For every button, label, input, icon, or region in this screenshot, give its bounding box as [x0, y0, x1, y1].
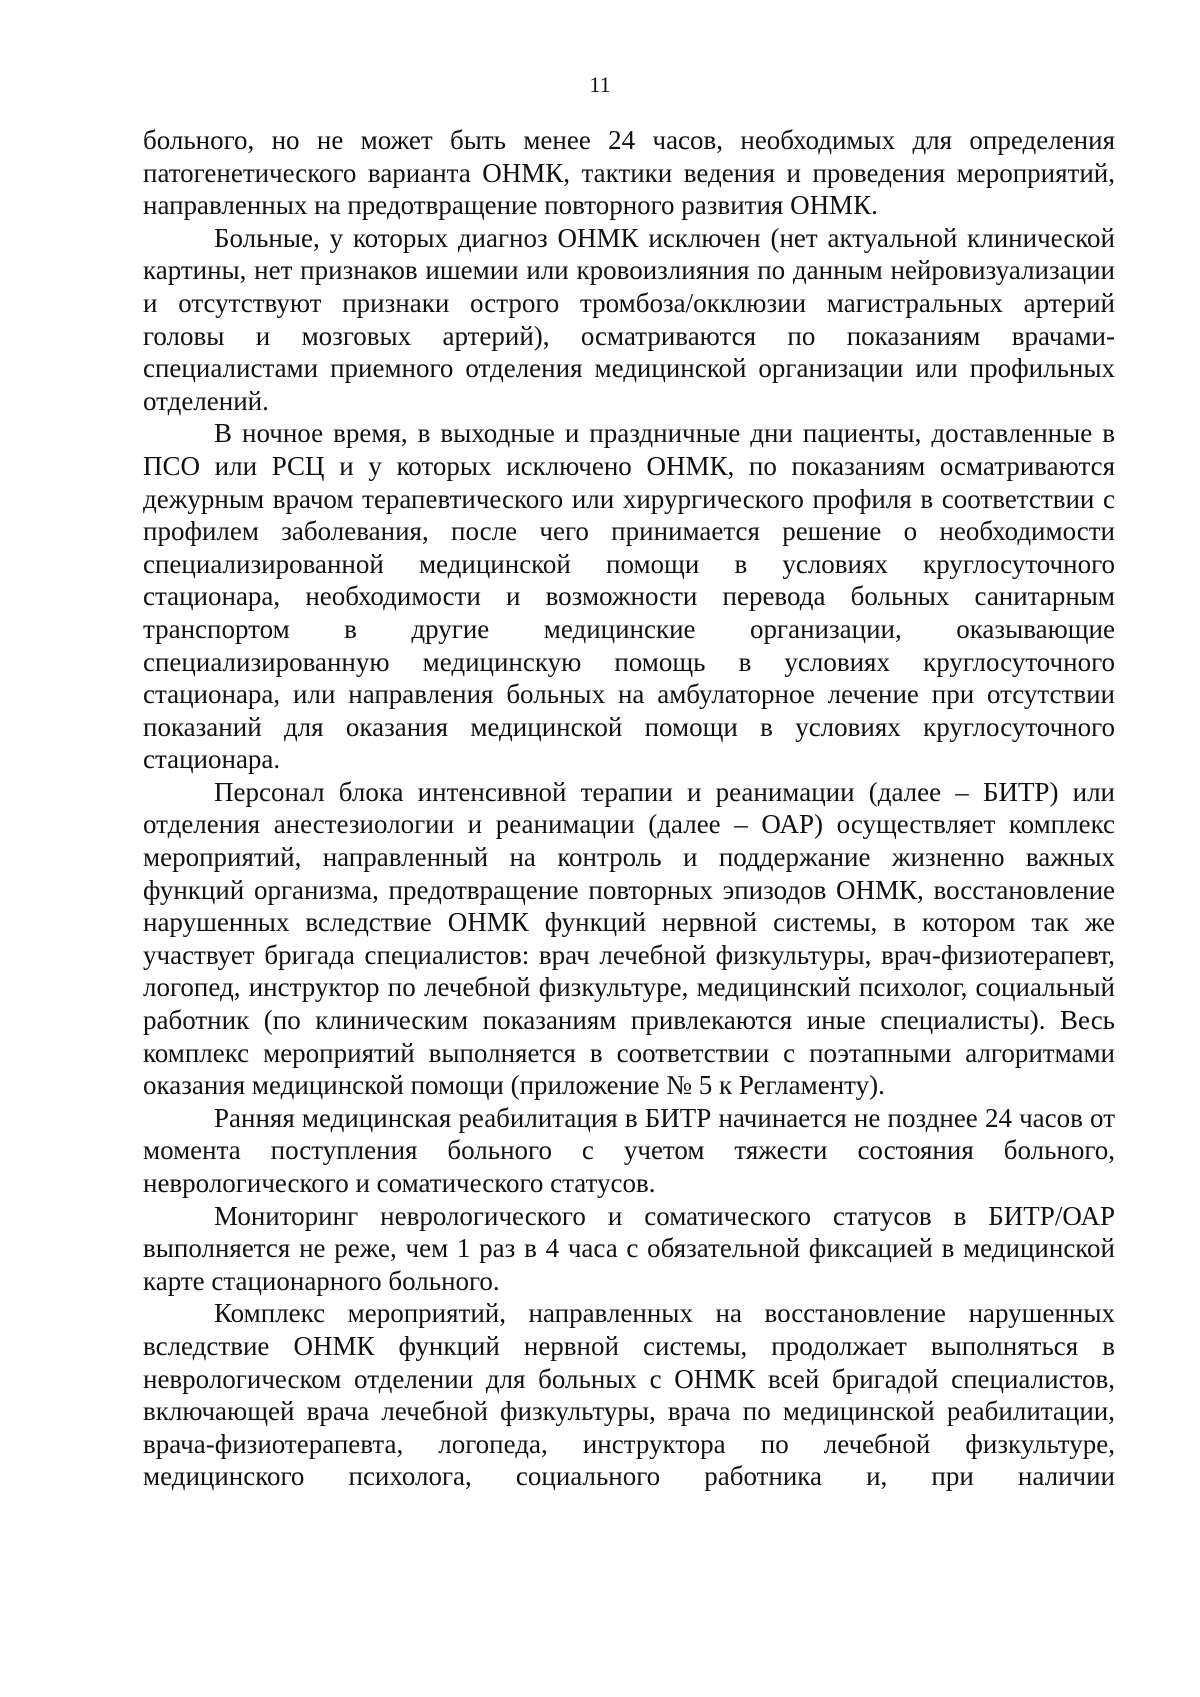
paragraph-rehabilitation-complex: Комплекс мероприятий, направленных на восстановление нарушенных вследствие ОНМК функций нервной системы, продолжает выполняться в неврологическом отделении для больных с ОНМК всей бригадой специалистов, включающей врача лечебной физкультуры, врача по медицинской реабилитации, врача-физиотерапевта, логопеда, инструктора по лечебной физкультуре, медицинского психолога, социального работника и, при наличии [143, 1298, 1115, 1492]
document-body [143, 124, 1115, 1493]
paragraph-excluded-diagnosis: Больные, у которых диагноз ОНМК исключен (нет актуальной клинической картины, нет признаков ишемии или кровоизлияния по данным нейровизуализации и отсутствуют признаки острого тромбоза/окклюзии магистральных артерий головы и мозговых артерий), осматриваются по показаниям врачами-специалистами приемного отделения медицинской организации или профильных отделений. [143, 222, 1115, 416]
paragraph-bitr-personnel: Персонал блока интенсивной терапии и реанимации (далее – БИТР) или отделения анестезиологии и реанимации (далее – ОАР) осуществляет комплекс мероприятий, направленный на контроль и поддержание жизненно важных функций организма, предотвращение повторных эпизодов ОНМК, восстановление нарушенных вследствие ОНМК функций нервной системы, в котором так же участвует бригада специалистов: врач лечебной физкультуры, врач-физиотерапевт, логопед, инструктор по лечебной физкультуре, медицинский психолог, социальный работник (по клиническим показаниям привлекаются иные специалисты). Весь комплекс мероприятий выполняется в соответствии с поэтапными алгоритмами оказания медицинской помощи (приложение № 5 к Регламенту). [143, 776, 1115, 1101]
paragraph-continuation: больного, но не может быть менее 24 часов, необходимых для определения патогенетического варианта ОНМК, тактики ведения и проведения мероприятий, направленных на предотвращение повторного развития ОНМК. [143, 125, 1115, 221]
paragraph-monitoring: Мониторинг неврологического и соматического статусов в БИТР/ОАР выполняется не реже, чем 1 раз в 4 часа с обязательной фиксацией в медицинской карте стационарного больного. [143, 1200, 1115, 1296]
paragraph-early-rehabilitation: Ранняя медицинская реабилитация в БИТР начинается не позднее 24 часов от момента поступления больного с учетом тяжести состояния больного, неврологического и соматического статусов. [143, 1102, 1115, 1198]
paragraph-night-time: В ночное время, в выходные и праздничные дни пациенты, доставленные в ПСО или РСЦ и у которых исключено ОНМК, по показаниям осматриваются дежурным врачом терапевтического или хирургического профиля в соответствии с профилем заболевания, после чего принимается решение о необходимости специализированной медицинской помощи в условиях круглосуточного стационара, необходимости и возможности перевода больных санитарным транспортом в другие медицинские организации, оказывающие специализированную медицинскую помощь в условиях круглосуточного стационара, или направления больных на амбулаторное лечение при отсутствии показаний для оказания медицинской помощи в условиях круглосуточного стационара. [143, 418, 1115, 775]
page-number: 11 [589, 72, 611, 97]
